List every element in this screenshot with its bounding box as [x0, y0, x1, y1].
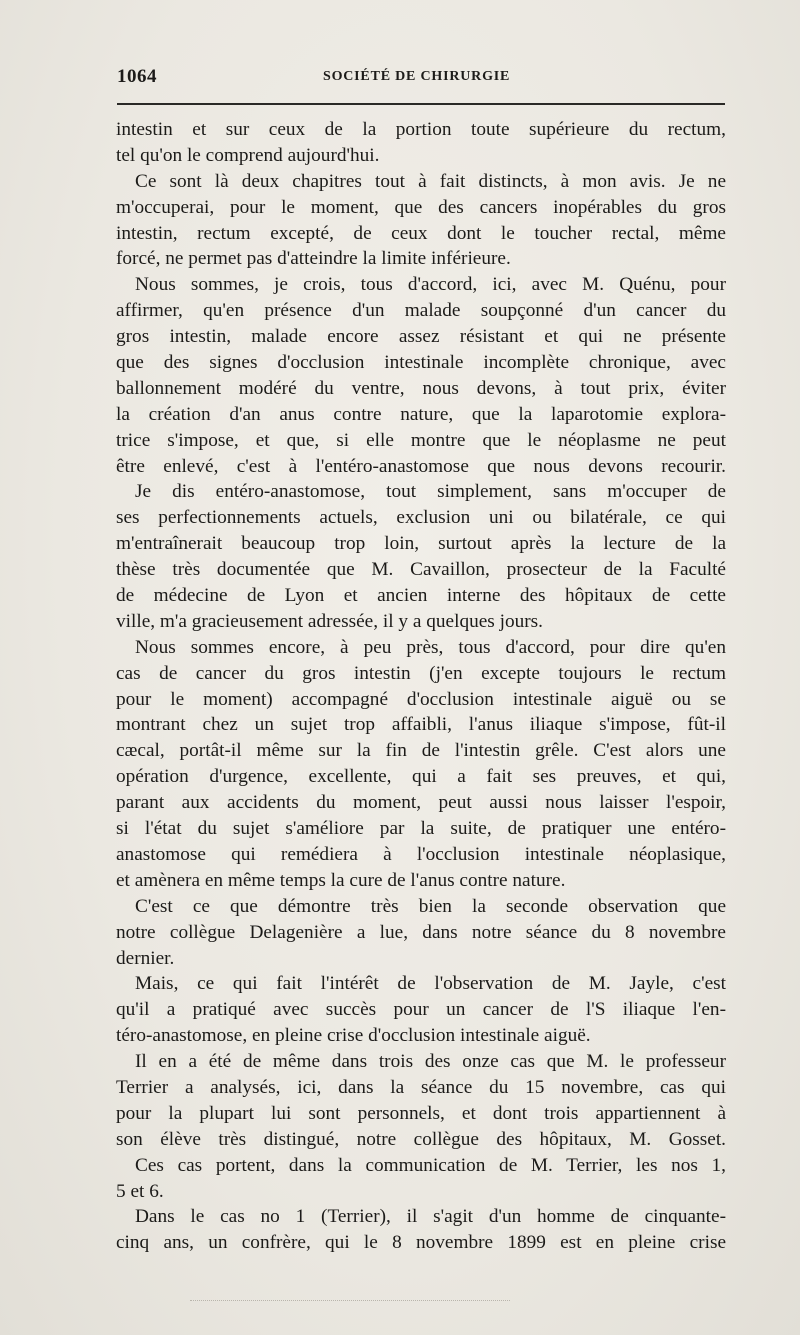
- text-line: pour le moment) accompagné d'occlusion intestinale aiguë ou se: [116, 688, 726, 710]
- text-line: intestin, rectum excepté, de ceux dont le toucher rectal, même: [116, 222, 726, 244]
- page-number: 1064: [117, 66, 157, 87]
- text-line: dernier.: [116, 947, 175, 969]
- text-line: ballonnement modéré du ventre, nous devons, à tout prix, éviter: [116, 377, 726, 399]
- text-line: que des signes d'occlusion intestinale incomplète chronique, avec: [116, 352, 726, 374]
- header-rule: [117, 103, 725, 105]
- text-line: Nous sommes, je crois, tous d'accord, ici, avec M. Quénu, pour: [135, 274, 726, 296]
- text-line: cinq ans, un confrère, qui le 8 novembre 1899 est en pleine crise: [116, 1232, 726, 1254]
- text-line: thèse très documentée que M. Cavaillon, prosecteur de la Faculté: [116, 559, 726, 581]
- text-line: être enlevé, c'est à l'entéro-anastomose que nous devons recourir.: [116, 455, 726, 477]
- text-line: montrant chez un sujet trop affaibli, l'anus iliaque s'impose, fût-il: [116, 714, 726, 736]
- text-line: cas de cancer du gros intestin (j'en excepte toujours le rectum: [116, 662, 726, 684]
- text-line: son élève très distingué, notre collègue des hôpitaux, M. Gosset.: [116, 1128, 726, 1150]
- text-line: 5 et 6.: [116, 1180, 164, 1202]
- text-line: Nous sommes encore, à peu près, tous d'accord, pour dire qu'en: [135, 636, 726, 658]
- page-header: [117, 66, 724, 94]
- text-line: ville, m'a gracieusement adressée, il y a quelques jours.: [116, 610, 543, 632]
- text-line: tel qu'on le comprend aujourd'hui.: [116, 144, 380, 166]
- text-line: qu'il a pratiqué avec succès pour un cancer de l'S iliaque l'en-: [116, 999, 726, 1021]
- body-text: [116, 117, 726, 1256]
- text-line: m'occuperai, pour le moment, que des cancers inopérables du gros: [116, 196, 726, 218]
- text-line: C'est ce que démontre très bien la seconde observation que: [135, 895, 726, 917]
- text-line: opération d'urgence, excellente, qui a fait ses preuves, et qui,: [116, 766, 726, 788]
- text-line: la création d'an anus contre nature, que la laparotomie explora-: [116, 403, 726, 425]
- running-head: SOCIÉTÉ DE CHIRURGIE: [323, 69, 511, 84]
- text-line: affirmer, qu'en présence d'un malade soupçonné d'un cancer du: [116, 300, 726, 322]
- text-line: forcé, ne permet pas d'atteindre la limite inférieure.: [116, 248, 511, 270]
- text-line: téro-anastomose, en pleine crise d'occlusion intestinale aiguë.: [116, 1025, 591, 1047]
- text-line: ses perfectionnements actuels, exclusion uni ou bilatérale, ce qui: [116, 507, 726, 529]
- text-line: gros intestin, malade encore assez résistant et qui ne présente: [116, 326, 726, 348]
- text-line: m'entraînerait beaucoup trop loin, surtout après la lecture de la: [116, 533, 726, 555]
- text-line: trice s'impose, et que, si elle montre que le néoplasme ne peut: [116, 429, 726, 451]
- text-line: pour la plupart lui sont personnels, et dont trois appartiennent à: [116, 1102, 726, 1124]
- text-line: cæcal, portât-il même sur la fin de l'intestin grêle. C'est alors une: [116, 740, 726, 762]
- text-line: Je dis entéro-anastomose, tout simplement, sans m'occuper de: [135, 481, 726, 503]
- text-line: parant aux accidents du moment, peut aussi nous laisser l'espoir,: [116, 792, 726, 814]
- text-line: si l'état du sujet s'améliore par la suite, de pratiquer une entéro-: [116, 818, 726, 840]
- text-line: intestin et sur ceux de la portion toute supérieure du rectum,: [116, 119, 726, 140]
- text-line: Ce sont là deux chapitres tout à fait distincts, à mon avis. Je ne: [135, 170, 726, 192]
- text-line: de médecine de Lyon et ancien interne des hôpitaux de cette: [116, 585, 726, 607]
- text-line: notre collègue Delagenière a lue, dans notre séance du 8 novembre: [116, 921, 726, 943]
- text-line: Dans le cas no 1 (Terrier), il s'agit d'un homme de cinquante-: [135, 1206, 726, 1228]
- text-line: Ces cas portent, dans la communication de M. Terrier, les nos 1,: [135, 1154, 726, 1176]
- text-line: Il en a été de même dans trois des onze cas que M. le professeur: [135, 1051, 726, 1073]
- text-line: et amènera en même temps la cure de l'anus contre nature.: [116, 869, 566, 891]
- page-bottom-marks: [190, 1300, 510, 1303]
- text-line: anastomose qui remédiera à l'occlusion intestinale néoplasique,: [116, 843, 726, 865]
- text-line: Terrier a analysés, ici, dans la séance du 15 novembre, cas qui: [116, 1076, 726, 1098]
- text-line: Mais, ce qui fait l'intérêt de l'observation de M. Jayle, c'est: [135, 973, 726, 995]
